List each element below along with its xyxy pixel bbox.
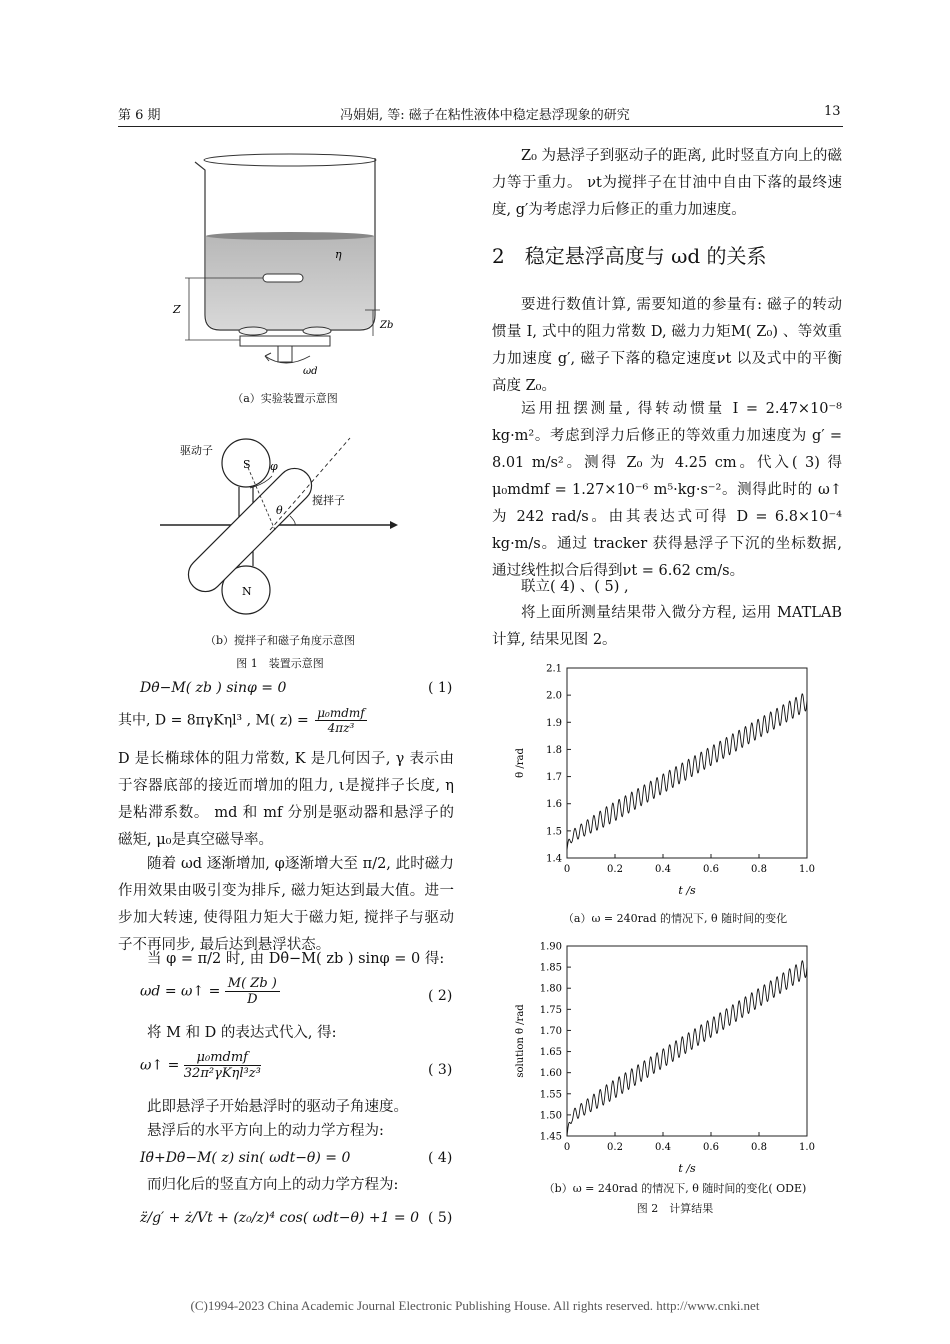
y-tick-label: 1.45 (539, 1131, 562, 1143)
paragraph-z0-definition: Z₀ 为悬浮子到驱动子的距离, 此时竖直方向上的磁力等于重力。 νt为搅拌子在甘油中自由下落的最终速度, g′为考虑浮力后修正的重力加速度。 (492, 148, 842, 218)
eq2-fraction (225, 976, 280, 1007)
phi-label: φ (270, 460, 278, 473)
x-axis-label: t /s (678, 1162, 696, 1175)
running-title: 冯娟娟, 等: 磁子在粘性液体中稳定悬浮现象的研究 (340, 108, 630, 123)
stirrer-label: 搅拌子 (312, 494, 345, 507)
z-label: Z (173, 303, 181, 316)
y-axis-label: θ /rad (515, 748, 526, 778)
plot-frame (567, 668, 807, 858)
equation-2 (140, 976, 280, 1007)
equation-1: Dθ̇−M( zb ) sinφ = 0 (140, 680, 287, 696)
eq3-left: ω↑ = (140, 1057, 180, 1074)
eq2-left: ωd = ω↑ = (140, 983, 221, 1000)
y-tick-label: 1.90 (539, 941, 562, 953)
paragraph-parameters: 要进行数值计算, 需要知道的参量有: 磁子的转动惯量 I, 式中的阻力常数 D, 磁力力矩M( Z₀) 、等效重力加速度 g′, 磁子下落的稳定速度νt 以及式中的平衡高度 Z₀。 (492, 297, 842, 394)
y-axis-label: solution θ /rad (515, 1004, 526, 1078)
y-tick-label: 2.1 (546, 663, 562, 675)
copyright-footer: (C)1994-2023 China Academic Journal Electronic Publishing House. All rights reserved. http://www.cnki.net (190, 1298, 760, 1313)
x-tick-label: 0.2 (607, 1142, 623, 1153)
y-tick-label: 2.0 (546, 690, 562, 702)
fig2a-caption: （a）ω = 240rad 的情况下, θ 随时间的变化 (562, 912, 788, 925)
equation-2-number: ( 2) (428, 988, 453, 1004)
x-tick-label: 0.4 (655, 1142, 671, 1153)
equation-1-number: ( 1) (428, 680, 453, 696)
paragraph-vertical-dynamics: 而归化后的竖直方向上的动力学方程为: (147, 1177, 399, 1193)
x-tick-label: 0.6 (703, 1142, 719, 1153)
equation-3 (140, 1050, 261, 1081)
liquid-surface (206, 232, 374, 240)
y-tick-label: 1.85 (539, 962, 562, 974)
fig1b-caption: （b）搅拌子和磁子角度示意图 (204, 634, 356, 647)
y-tick-label: 1.4 (546, 853, 562, 865)
where-fraction (315, 706, 367, 735)
y-tick-label: 1.50 (539, 1110, 562, 1122)
paragraph-levitation-speed: 此即悬浮子开始悬浮时的驱动子角速度。 (147, 1099, 408, 1115)
paragraph-matlab: 将上面所测量结果带入微分方程, 运用 MATLAB 计算, 结果见图 2。 (492, 605, 842, 648)
paragraph-combine: 联立( 4) 、( 5) , (521, 579, 629, 595)
driver-label: 驱动子 (180, 444, 213, 457)
theta-label: θ (276, 504, 283, 517)
equation-5-number: ( 5) (428, 1210, 453, 1226)
journal-issue: 第 6 期 (118, 108, 161, 123)
apparatus-diagram (165, 150, 405, 382)
series-line-theta (567, 694, 807, 850)
y-tick-label: 1.5 (546, 826, 562, 838)
x-tick-label: 0 (563, 864, 571, 875)
paragraph-substitute: 将 M 和 D 的表达式代入, 得: (147, 1025, 337, 1041)
fig2b-caption: （b）ω = 240rad 的情况下, θ 随时间的变化( ODE) (543, 1182, 807, 1195)
equation-3-number: ( 3) (428, 1062, 453, 1078)
fig1a-caption: （a）实验装置示意图 (232, 392, 338, 405)
x-tick-label: 0.4 (655, 864, 671, 875)
where-frac-den: 4πz³ (327, 721, 355, 735)
page-number: 13 (824, 104, 841, 119)
x-tick-label: 0.8 (751, 864, 767, 875)
section-heading: 2 稳定悬浮高度与 ωd 的关系 (492, 244, 767, 268)
y-tick-label: 1.65 (539, 1047, 562, 1059)
floating-magnet (263, 274, 303, 282)
x-tick-label: 0 (563, 1142, 571, 1153)
y-tick-label: 1.60 (539, 1068, 562, 1080)
paragraph-d-definition: D 是长椭球体的阻力常数, K 是几何因子, γ 表示由于容器底部的接近而增加的阻力, ι是搅拌子长度, η 是粘滞系数。 md 和 mf 分别是驱动器和悬浮子的磁矩, μ₀是真空磁导率。 (118, 751, 454, 848)
y-tick-label: 1.6 (546, 799, 562, 811)
x-axis-label: t /s (678, 884, 696, 897)
where-clause (118, 706, 367, 735)
paragraph-measurements: 运用扭摆测量, 得转动惯量 I = 2.47×10⁻⁸ kg·m²。考虑到浮力后修正的等效重力加速度为 g′ = 8.01 m/s²。测得 Z₀ 为 4.25 cm。代入( 3) 得 μ₀mdmf = 1.27×10⁻⁶ m⁵·kg·s⁻²。测得此时的 ω↑ 为 242 rad/s。由其表达式可得 D = 6.8×10⁻⁴ kg·m/s。通过 tracker 获得悬浮子下沉的坐标数据, 通过线性拟合后得到νt = 6.62 cm/s。 (492, 401, 842, 579)
s-label: S (243, 458, 251, 471)
n-label: N (242, 585, 252, 598)
y-tick-label: 1.80 (539, 983, 562, 995)
chart-theta-vs-time-b (505, 938, 825, 1178)
eq3-den: 32π²γKηl³z³ (183, 1066, 261, 1081)
where-frac-num: μ₀mdmf (317, 706, 365, 720)
eq3-fraction (184, 1050, 261, 1081)
eq3-num: μ₀mdmf (184, 1050, 261, 1066)
fig1-caption: 图 1 装置示意图 (236, 657, 324, 670)
y-tick-label: 1.70 (539, 1025, 562, 1037)
x-tick-label: 0.8 (751, 1142, 767, 1153)
series-line-theta (567, 961, 807, 1136)
equation-4: Iθ̈+Dθ̇−M( z) sin( ωdt−θ) = 0 (140, 1150, 351, 1166)
y-tick-label: 1.75 (539, 1004, 562, 1016)
driver-base (240, 336, 330, 346)
y-tick-label: 1.9 (546, 717, 562, 729)
eta-label: η (335, 248, 342, 261)
x-tick-label: 1.0 (799, 1142, 815, 1153)
fig2-caption: 图 2 计算结果 (636, 1202, 714, 1215)
equation-4-number: ( 4) (428, 1150, 453, 1166)
y-tick-label: 1.55 (539, 1089, 562, 1101)
paragraph-phi-condition: 当 φ = π/2 时, 由 Dθ̇−M( zb ) sinφ = 0 得: (147, 951, 445, 967)
y-tick-label: 1.8 (546, 744, 562, 756)
equation-5: z̈/g′ + ż/Vt + (z₀/z)⁴ cos( ωdt−θ) +1 = 0 (140, 1210, 420, 1226)
where-text: 其中, D = 8πγKηl³ , M( z) = (118, 712, 309, 729)
x-tick-label: 1.0 (799, 864, 815, 875)
zb-label: Zb (380, 320, 394, 331)
header-rule (118, 126, 843, 127)
chart-theta-vs-time-a (505, 660, 825, 900)
paragraph-horizontal-dynamics: 悬浮后的水平方向上的动力学方程为: (147, 1123, 384, 1139)
angle-diagram (150, 418, 410, 623)
x-tick-label: 0.6 (703, 864, 719, 875)
eq2-num: M( Zb ) (225, 976, 280, 992)
y-tick-label: 1.7 (546, 772, 562, 784)
beaker-spout (195, 162, 205, 212)
paragraph-omega-increase: 随着 ωd 逐渐增加, φ逐渐增大至 π/2, 此时磁力作用效果由吸引变为排斥, 磁力矩达到最大值。进一步加大转速, 使得阻力矩大于磁力矩, 搅拌子与驱动子不再同步, 最后达到悬浮状态。 (118, 856, 454, 953)
omega-label: ωd (303, 366, 318, 377)
x-tick-label: 0.2 (607, 864, 623, 875)
eq2-den: D (247, 992, 258, 1007)
